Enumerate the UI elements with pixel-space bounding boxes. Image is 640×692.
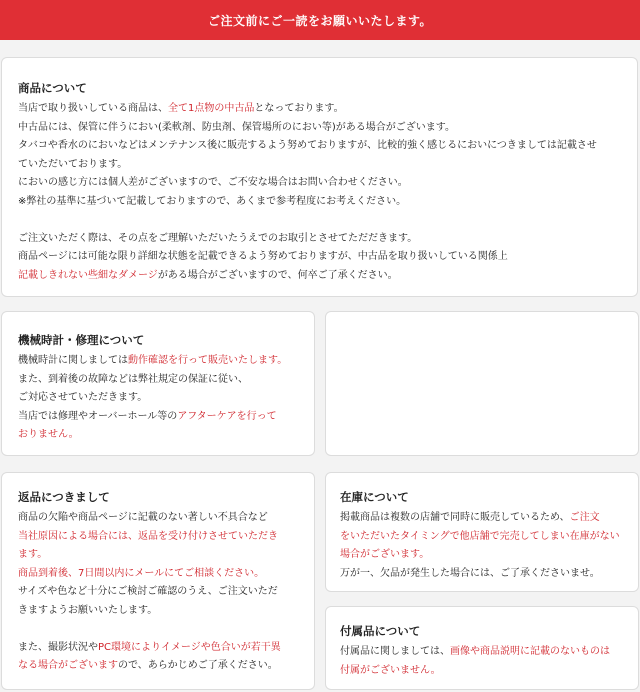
- watch-line-1-text: 機械時計に関しましては: [18, 355, 128, 366]
- products-line-1: [18, 100, 621, 119]
- returns-line-7-text: また、撮影状況や: [18, 641, 98, 653]
- watch-line-1-highlight: 動作確認を行って販売いたします。: [128, 355, 288, 366]
- empty-card: [325, 311, 639, 456]
- accessories-title: 付属品について: [340, 624, 421, 638]
- watch-line-4-highlight: アフターケアを行って: [177, 410, 277, 422]
- stock-line-1-text: 掲載商品は複数の店舗で同時に販売しているため、: [340, 512, 570, 523]
- watch-line-5: おりません。: [18, 429, 79, 440]
- stock-card: [325, 472, 639, 592]
- banner-text: ご注文前にご一読をお願いいたします。: [207, 13, 433, 28]
- products-line-9-highlight: 記載しきれない些細なダメージ: [18, 269, 158, 281]
- products-line-9-text: がある場合がございますので、何卒ご了承ください。: [157, 269, 398, 281]
- products-line-7: ご注文いただく際は、その点をご理解いただいたうえでのお取引とさせてただだきます。: [18, 232, 418, 244]
- stock-line-4: 万が一、欠品が発生した場合には、ご了承くださいませ。: [340, 567, 600, 579]
- returns-line-1: 商品の欠陥や商品ページに記載のない著しい不具合など: [18, 512, 268, 523]
- products-line-9: [18, 267, 621, 286]
- notice-banner: [0, 0, 640, 40]
- returns-line-7-highlight: PC環境によりイメージや色合いが若干異: [98, 641, 281, 653]
- stock-line-1: [340, 509, 624, 528]
- stock-title: 在庫について: [340, 490, 409, 504]
- watch-title: 機械時計・修理について: [18, 333, 145, 347]
- products-line-5: においの感じ方には個人差がございますので、ご不安な場合はお問い合わせください。: [18, 177, 408, 188]
- returns-line-6: きますようお願いいたします。: [18, 604, 158, 616]
- products-line-2: 中古品には、保管に伴うにおい(柔軟剤、防虫剤、保管場所のにおい等)がある場合がございます。: [18, 121, 456, 133]
- watch-line-1: [18, 352, 298, 371]
- returns-line-5: サイズや色など十分にご検討ご確認のうえ、ご注文いただ: [18, 586, 278, 597]
- returns-line-8: [18, 657, 298, 676]
- products-line-1-text: 当店で取り扱いしている商品は、: [18, 103, 168, 114]
- accessories-line-1-highlight: 画像や商品説明に記載のないものは: [450, 646, 610, 657]
- returns-line-4: 商品到着後、7日間以内にメールにてご相談ください。: [18, 567, 265, 579]
- stock-line-1-highlight: ご注文: [569, 512, 600, 523]
- stock-line-3: 場合がございます。: [340, 549, 430, 560]
- watch-line-4: [18, 408, 298, 427]
- watch-line-2: また、到着後の故障などは弊社規定の保証に従い、: [18, 373, 248, 385]
- watch-line-4-text: 当店では修理やオーバーホール等の: [18, 410, 178, 422]
- accessories-line-1-text: 付属品に関しましては、: [340, 646, 450, 657]
- accessories-line-1: [340, 643, 624, 662]
- returns-card: [1, 472, 315, 690]
- returns-line-7: [18, 639, 298, 658]
- watch-repair-card: [1, 311, 315, 456]
- returns-title: 返品につきまして: [18, 490, 110, 504]
- returns-line-3: ます。: [18, 549, 48, 560]
- products-line-6: ※弊社の基準に基づいて記載しておりますので、あくまで参考程度にお考えください。: [18, 195, 407, 207]
- watch-line-3: ご対応させていただきます。: [18, 392, 148, 403]
- returns-line-8-highlight: なる場合がございます: [18, 660, 118, 671]
- products-line-3: タバコや香水のにおいなどはメンテナンス後に販売するよう努めておりますが、比較的強く感じるにおいにつきましては記載させ: [18, 140, 597, 151]
- products-line-1-tail: となっております。: [254, 103, 344, 114]
- accessories-card: [325, 606, 639, 690]
- stock-line-2: をいただいたタイミングで他店舗で完売してしまい在庫がない: [340, 530, 620, 542]
- products-title: 商品について: [18, 81, 87, 95]
- products-line-8: 商品ページには可能な限り詳細な状態を記載できるよう努めておりますが、中古品を取り扱いしている関係上: [18, 251, 508, 262]
- returns-line-2: 当社原因による場合には、返品を受け付けさせていただき: [18, 530, 278, 542]
- products-line-4: ていただいております。: [18, 158, 128, 170]
- products-card: [1, 57, 638, 297]
- accessories-line-2: 付属がございません。: [340, 664, 441, 676]
- returns-line-8-text: ので、あらかじめご了承ください。: [118, 660, 278, 671]
- products-line-1-highlight: 全て1点物の中古品: [168, 103, 255, 114]
